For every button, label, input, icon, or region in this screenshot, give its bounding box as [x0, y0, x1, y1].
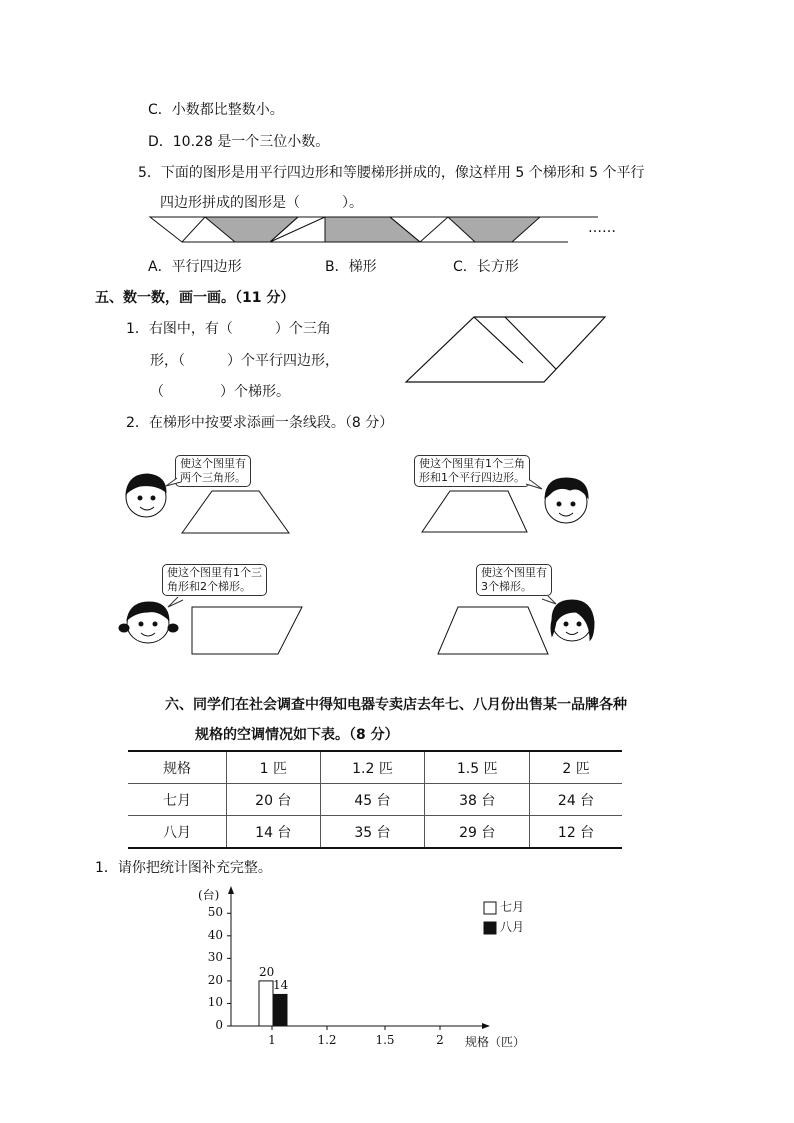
- section-6-heading-line1: 六、同学们在社会调查中得知电器专卖店去年七、八月份出售某一品牌各种: [165, 697, 627, 713]
- table-cell: 12 台: [530, 816, 622, 849]
- trapezoid-piece: [448, 217, 540, 242]
- table-cell: 八月: [128, 816, 227, 849]
- x-axis-label: 规格（匹）: [465, 1035, 526, 1049]
- bubble-tail: [526, 480, 542, 489]
- legend-swatch: [484, 902, 496, 914]
- s5-q2: 2．在梯形中按要求添画一条线段。（8 分）: [126, 415, 394, 431]
- bubble-tail: [166, 478, 181, 486]
- bar-july: [259, 981, 273, 1026]
- y-tick-label: 50: [207, 905, 223, 920]
- x-tick-label: 1.5: [375, 1033, 395, 1047]
- y-axis-arrow: [228, 886, 234, 894]
- q5-option-b: B．梯形: [325, 259, 377, 275]
- bubble-tail: [168, 597, 183, 607]
- legend-swatch: [484, 922, 496, 934]
- counting-figure: [406, 317, 605, 382]
- bar-data-label: 14: [273, 978, 289, 993]
- bubble-4-line2: 3个梯形。: [481, 580, 532, 593]
- girl-avatar-1: [119, 602, 178, 643]
- y-tick-label: 0: [215, 1018, 223, 1032]
- x-tick-label: 1: [268, 1033, 276, 1047]
- s5-q1-line1: 1．右图中，有（ ）个三角: [126, 321, 331, 337]
- table-cell: 45 台: [320, 784, 425, 816]
- bubble-1-line2: 两个三角形。: [180, 471, 246, 484]
- outer-trapezoid: [406, 317, 605, 382]
- bubble-3-line2: 角形和2个梯形。: [167, 580, 251, 593]
- q5-option-a: A．平行四边形: [148, 259, 242, 275]
- q5-option-c: C．长方形: [453, 259, 519, 275]
- table-cell: 1.2 匹: [320, 751, 425, 784]
- bubble-4-line1: 使这个图里有: [481, 566, 547, 579]
- boy-avatar-2: [545, 478, 588, 523]
- bubble-3-line1: 使这个图里有1个三: [167, 566, 262, 579]
- legend-label: 八月: [500, 920, 525, 934]
- table-cell: 20 台: [227, 784, 321, 816]
- x-tick-label: 2: [436, 1033, 444, 1047]
- y-axis-label: (台): [198, 888, 220, 902]
- trapezoid-2: [422, 491, 527, 532]
- table-cell: 14 台: [227, 816, 321, 849]
- table-cell: 29 台: [425, 816, 530, 849]
- trapezoid-1: [182, 491, 289, 533]
- table-cell: 2 匹: [530, 751, 622, 784]
- table-cell: 38 台: [425, 784, 530, 816]
- y-tick-label: 40: [207, 927, 223, 942]
- bubble-2-line1: 使这个图里有1个三角: [419, 457, 525, 470]
- bubble-1-line1: 使这个图里有: [180, 457, 246, 470]
- pattern-strip: [150, 217, 598, 242]
- table-cell: 1.5 匹: [425, 751, 530, 784]
- legend-label: 七月: [500, 900, 525, 914]
- y-tick-label: 30: [207, 950, 223, 965]
- section-5-heading: 五、数一数，画一画。（11 分）: [95, 290, 295, 306]
- bar-august: [273, 994, 287, 1026]
- s5-q1-line2: 形，（ ）个平行四边形，: [150, 353, 339, 369]
- parallelogram-piece: [150, 217, 205, 242]
- table-cell: 1 匹: [227, 751, 321, 784]
- y-tick-label: 10: [207, 995, 223, 1010]
- table-cell: 35 台: [320, 816, 425, 849]
- girl-avatar-2: [551, 600, 594, 641]
- bubble-2-line2: 形和1个平行四边形。: [419, 471, 525, 484]
- boy-avatar-1: [126, 474, 166, 517]
- y-tick-label: 20: [207, 972, 223, 987]
- s6-q1: 1．请你把统计图补充完整。: [95, 860, 272, 876]
- inner-segment: [474, 317, 523, 363]
- option-c: C．小数都比整数小。: [148, 102, 284, 118]
- bar-data-label: 20: [259, 964, 275, 979]
- question-5-line2: 四边形拼成的图形是（ ）。: [160, 195, 363, 211]
- option-d: D．10.28 是一个三位小数。: [148, 134, 330, 150]
- table-cell: 七月: [128, 784, 227, 816]
- table-cell: 规格: [128, 751, 227, 784]
- s5-q1-line3: （ ）个梯形。: [150, 384, 290, 400]
- x-axis-arrow: [482, 1023, 490, 1029]
- inner-segment: [505, 317, 556, 369]
- question-5-line1: 5．下面的图形是用平行四边形和等腰梯形拼成的，像这样用 5 个梯形和 5 个平行: [138, 165, 645, 181]
- bar-chart: [227, 886, 496, 1030]
- trapezoid-4: [438, 607, 548, 654]
- bubble-tail: [542, 596, 556, 604]
- pattern-ellipsis: ……: [588, 220, 616, 236]
- trapezoid-3: [192, 607, 302, 654]
- table-cell: 24 台: [530, 784, 622, 816]
- section-6-heading-line2: 规格的空调情况如下表。（8 分）: [195, 727, 399, 743]
- x-tick-label: 1.2: [317, 1033, 337, 1047]
